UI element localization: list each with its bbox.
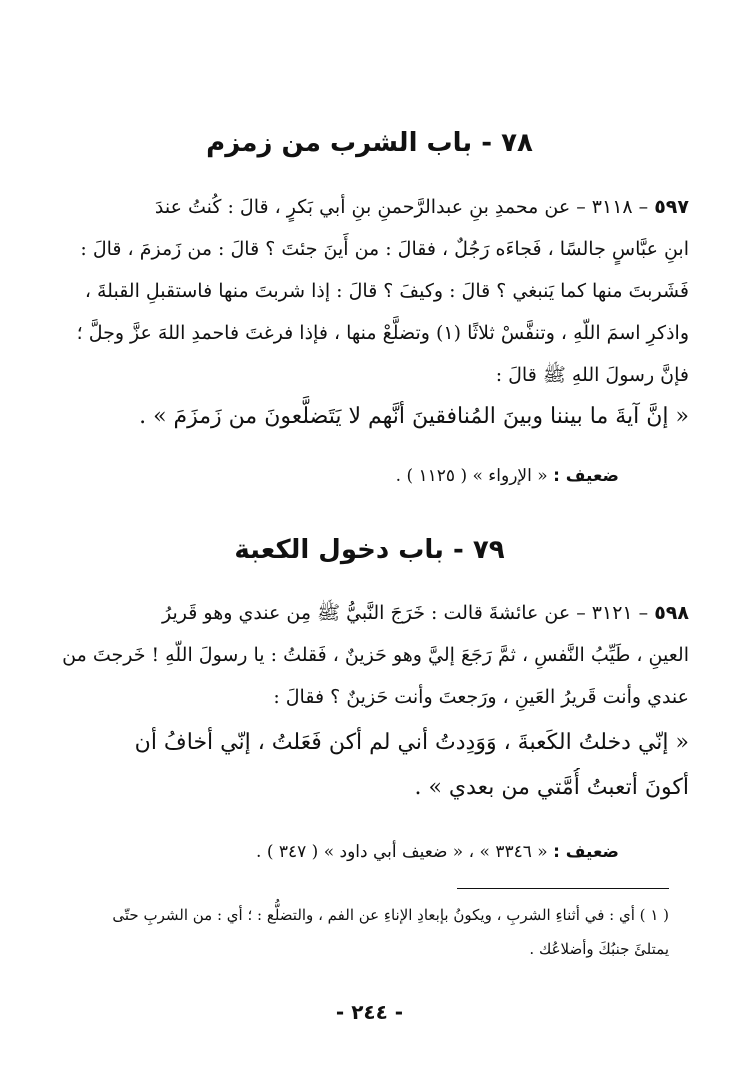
grade-label: ضعيف :: [553, 842, 619, 862]
hadith-text: – ٣١١٨ – عن محمدِ بنِ عبدالرَّحمنِ بنِ أبي بَكرٍ ، قالَ : كُنتُ عندَ: [154, 196, 649, 218]
page-number: - ٢٤٤ -: [335, 1000, 404, 1024]
prophetic-quote: أكونَ أتعبتُ أُمَّتي من بعدي » .: [414, 775, 689, 800]
footnote-divider: [457, 888, 669, 889]
footnote-line: ( ١ ) أي : في أثناءِ الشربِ ، ويكونُ بإبعادِ الإناءِ عن الفم ، والتضلُّع : ؛ أي : من الشربِ حتّى: [112, 906, 669, 924]
hadith-597: [48, 186, 689, 438]
hadith-line: واذكرِ اسمَ اللّهِ ، وتنفَّسْ ثلاثًا (١) وتضلَّعْ منها ، فإذا فرغتَ فاحمدِ اللهَ عزَّ وجلَّ ؛: [76, 322, 689, 344]
grading-note: [396, 466, 619, 486]
hadith-line: ابنِ عبَّاسٍ جالسًا ، فَجاءَه رَجُلٌ ، فقالَ : من أَينَ جئتَ ؟ قالَ : من زَمزمَ ، قالَ :: [80, 238, 689, 260]
footnote: [50, 898, 669, 966]
hadith-line: فإنَّ رسولَ اللهِ ﷺ قالَ :: [495, 364, 689, 386]
chapter-heading-kaaba: ٧٩ - باب دخول الكعبة: [234, 535, 505, 565]
footnote-line: يمتلئَ جنبُكَ وأضلاعُك .: [529, 940, 669, 958]
grade-label: ضعيف :: [553, 466, 619, 486]
prophetic-quote: « إنَّ آيةَ ما بيننا وبينَ المُنافقينَ أنَّهم لا يَتَضلَّعونَ من زَمزَمَ » .: [139, 404, 689, 429]
hadith-number: ٥٩٨: [654, 602, 689, 624]
hadith-line: فَشَربتَ منها كما يَنبغي ؟ قالَ : وكيفَ ؟ قالَ : إذا شربتَ منها فاستقبلِ القبلةَ ،: [84, 280, 689, 302]
grade-reference: « ٣٣٤٦ » ، « ضعيف أبي داود » ( ٣٤٧ ) .: [256, 842, 548, 862]
hadith-line: العينِ ، طَيِّبُ النَّفسِ ، ثمَّ رَجَعَ إليَّ وهو حَزينٌ ، فَقلتُ : يا رسولَ اللّهِ ! خَرجتَ من: [62, 644, 689, 666]
hadith-line: [48, 186, 689, 228]
hadith-line: عندي وأنت قَريرُ العَينِ ، ورَجعتَ وأنت حَزينٌ ؟ فقالَ :: [273, 686, 689, 708]
hadith-text: – ٣١٢١ – عن عائشةَ قالت : خَرَجَ النَّبيُّ ﷺ مِن عندي وهو قَريرُ: [162, 602, 649, 624]
grading-note: [256, 842, 619, 862]
chapter-heading-zamzam: ٧٨ - باب الشرب من زمزم: [206, 128, 533, 158]
grade-reference: « الإرواء » ( ١١٢٥ ) .: [395, 466, 548, 486]
prophetic-quote: « إنّي دخلتُ الكَعبةَ ، وَوَدِدتُ أني لم أكن فَعَلتُ ، إنّي أخافُ أن: [134, 730, 689, 755]
hadith-598: [48, 592, 689, 808]
hadith-line: [48, 592, 689, 634]
hadith-number: ٥٩٧: [654, 196, 689, 218]
